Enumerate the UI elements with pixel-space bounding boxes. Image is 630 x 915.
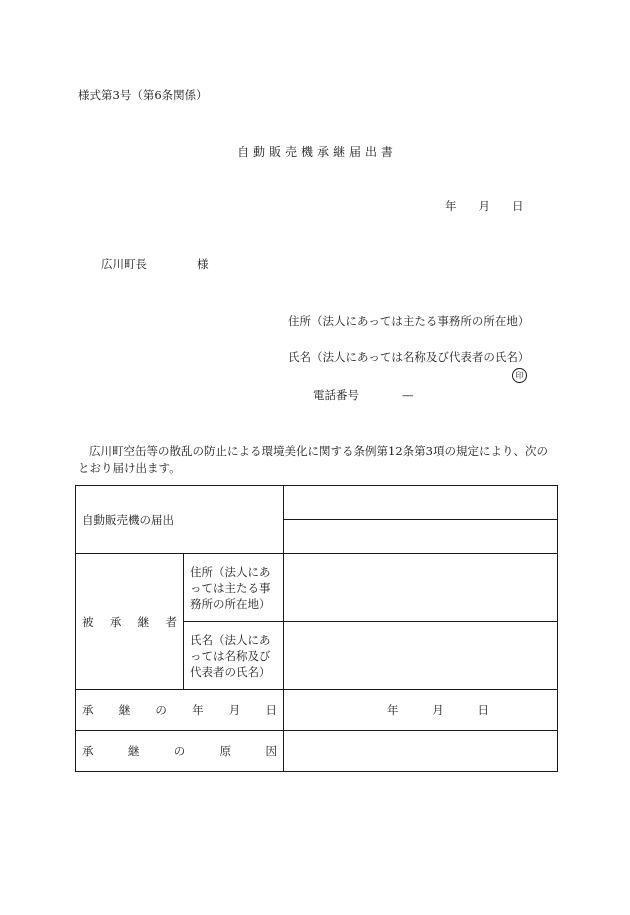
vending-input-1[interactable] bbox=[284, 486, 558, 520]
title-char: 自 bbox=[237, 145, 250, 159]
document-title bbox=[0, 143, 630, 160]
pred-name-label: 氏名（法人にあっては名称及び代表者の氏名） bbox=[184, 622, 284, 690]
title-char: 継 bbox=[332, 145, 345, 159]
succession-date-value bbox=[290, 702, 551, 718]
title-char: 承 bbox=[316, 145, 329, 159]
label-char: の bbox=[173, 744, 186, 758]
predecessor-label bbox=[82, 614, 177, 630]
phone-line bbox=[313, 387, 414, 403]
succession-date-label bbox=[82, 702, 277, 718]
title-char: 動 bbox=[253, 145, 266, 159]
title-char: 出 bbox=[364, 145, 377, 159]
vending-input-2[interactable] bbox=[284, 520, 558, 554]
month-label: 月 bbox=[478, 199, 490, 213]
succession-date-input[interactable] bbox=[284, 690, 558, 731]
label-char: の bbox=[155, 703, 167, 717]
form-table bbox=[75, 485, 558, 772]
label-char: 承 bbox=[109, 614, 122, 629]
title-char: 機 bbox=[301, 145, 314, 159]
seal-mark: 印 bbox=[512, 368, 527, 383]
pred-name-input[interactable] bbox=[284, 622, 558, 690]
title-char: 売 bbox=[285, 145, 298, 159]
succession-cause-label-cell bbox=[76, 731, 284, 772]
vending-label-cell bbox=[76, 486, 284, 554]
body-text: 広川町空缶等の散乱の防止による環境美化に関する条例第12条第3項の規定により、次のとおり届け出ます。 bbox=[78, 444, 548, 475]
addressee-name: 広川町長 bbox=[101, 257, 147, 271]
label-char: 承 bbox=[82, 703, 94, 717]
year-label: 年 bbox=[445, 199, 457, 213]
pred-address-input[interactable] bbox=[284, 554, 558, 622]
applicant-name-label: 氏名（法人にあっては名称及び代表者の氏名） bbox=[288, 350, 530, 364]
day-label: 日 bbox=[477, 703, 489, 717]
title-char: 販 bbox=[269, 145, 282, 159]
phone-separator: — bbox=[402, 388, 414, 402]
label-char: 承 bbox=[82, 744, 94, 758]
vending-label: 自動販売機の届出 bbox=[82, 512, 174, 527]
addressee-honorific: 様 bbox=[197, 257, 209, 271]
form-number: 様式第3号（第6条関係） bbox=[78, 88, 208, 102]
pred-address-label: 住所（法人にあっては主たる事務所の所在地） bbox=[184, 554, 284, 622]
label-char: 日 bbox=[265, 703, 277, 717]
title-char: 届 bbox=[348, 145, 361, 159]
predecessor-label-cell bbox=[76, 554, 184, 690]
succession-date-label-cell bbox=[76, 690, 284, 731]
label-char: 継 bbox=[137, 614, 150, 629]
succession-cause-input[interactable] bbox=[284, 731, 558, 772]
date-line bbox=[445, 198, 524, 214]
label-char: 年 bbox=[192, 703, 204, 717]
label-char: 継 bbox=[127, 744, 140, 758]
label-char: 因 bbox=[265, 744, 277, 758]
label-char: 継 bbox=[118, 703, 131, 717]
addressee bbox=[101, 256, 209, 272]
label-char: 原 bbox=[219, 744, 232, 758]
label-char: 被 bbox=[82, 614, 94, 629]
succession-cause-label bbox=[82, 743, 277, 759]
applicant-address-label: 住所（法人にあっては主たる事務所の所在地） bbox=[288, 314, 530, 328]
month-label: 月 bbox=[432, 703, 444, 717]
label-char: 者 bbox=[165, 614, 177, 629]
label-char: 月 bbox=[228, 703, 241, 717]
year-label: 年 bbox=[387, 703, 399, 717]
title-char: 書 bbox=[380, 145, 393, 159]
phone-label: 電話番号 bbox=[313, 388, 359, 402]
day-label: 日 bbox=[512, 199, 524, 213]
